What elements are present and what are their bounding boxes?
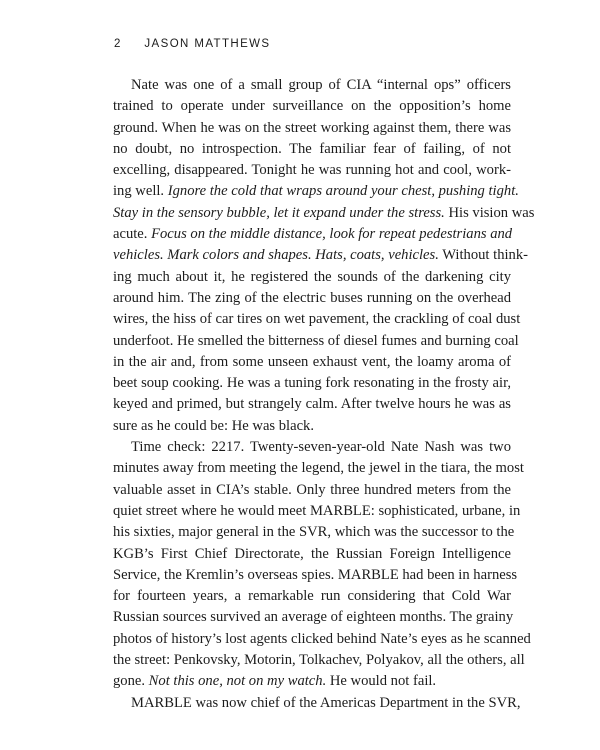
running-head <box>114 38 271 50</box>
text-run: keyed and primed, but strangely calm. After twelve hours he was as <box>113 396 511 413</box>
body-text <box>113 75 535 714</box>
text-line <box>113 650 525 671</box>
italic-text: vehicles. Mark colors and shapes. Hats, coats, vehicles. <box>113 247 439 264</box>
text-run: around him. The zing of the electric buses running on the overhead <box>113 289 511 306</box>
paragraph <box>113 437 531 693</box>
text-run: excelling, disappeared. Tonight he was running hot and cool, work- <box>113 162 511 179</box>
italic-text: Not this one, not on my watch. <box>148 673 327 690</box>
text-line <box>113 181 519 202</box>
text-line <box>113 160 511 181</box>
text-run: wires, the hiss of car tires on wet pavement, the crackling of coal dust <box>113 311 521 328</box>
text-line <box>113 139 511 160</box>
text-line <box>113 544 511 565</box>
text-run: beet soup cooking. He was a tuning fork resonating in the frosty air, <box>113 375 511 392</box>
text-run: minutes away from meeting the legend, the jewel in the tiara, the most <box>113 460 524 477</box>
italic-text: Ignore the cold that wraps around your chest, pushing tight. <box>167 183 519 200</box>
text-run: Time check: 2217. Twenty-seven-year-old Nate Nash was two <box>131 439 511 456</box>
author-name: JASON MATTHEWS <box>144 38 271 50</box>
text-line <box>113 671 511 692</box>
text-run: gone. <box>113 673 149 690</box>
text-run: photos of history’s lost agents clicked behind Nate’s eyes as he scanned <box>113 630 531 647</box>
text-run: Nate was one of a small group of CIA “internal ops” officers <box>131 77 511 93</box>
text-run: MARBLE was now chief of the Americas Department in the SVR, <box>131 694 521 711</box>
text-run: Russian sources survived an average of eighteen months. The grainy <box>113 609 514 626</box>
text-run: underfoot. He smelled the bitterness of diesel fumes and burning coal <box>113 332 519 349</box>
text-run: for fourteen years, a remarkable run considering that Cold War <box>113 588 511 605</box>
text-run: His vision was <box>444 204 535 221</box>
text-line <box>113 203 535 224</box>
text-line <box>113 309 521 330</box>
text-line <box>113 75 511 96</box>
page-number: 2 <box>114 38 122 50</box>
text-line <box>113 288 511 309</box>
text-run: Without think- <box>438 247 528 264</box>
text-line <box>113 118 511 139</box>
italic-text: Focus on the middle distance, look for repeat pedestrians and <box>151 226 513 243</box>
text-run: no doubt, no introspection. The familiar fear of failing, of not <box>113 140 511 157</box>
text-run: in the air and, from some unseen exhaust vent, the loamy aroma of <box>113 353 511 370</box>
text-line <box>113 96 511 117</box>
italic-text: Stay in the sensory bubble, let it expand under the stress. <box>113 204 445 221</box>
text-run: KGB’s First Chief Directorate, the Russian Foreign Intelligence <box>113 545 511 562</box>
text-run: sure as he could be: He was black. <box>113 417 314 434</box>
text-run: valuable asset in CIA’s stable. Only three hundred meters from the <box>113 481 511 498</box>
text-run: ing well. <box>113 183 168 200</box>
text-run: trained to operate under surveillance on the opposition’s home <box>113 98 511 115</box>
text-run: the street: Penkovsky, Motorin, Tolkachev, Polyakov, all the others, all <box>113 652 525 669</box>
text-line <box>113 480 511 501</box>
text-run: acute. <box>113 226 152 243</box>
text-line <box>113 586 511 607</box>
text-line <box>113 245 528 266</box>
text-run: He would not fail. <box>326 673 437 690</box>
text-line <box>113 522 515 543</box>
text-line <box>113 629 531 650</box>
text-line <box>113 267 511 288</box>
text-run: quiet street where he would meet MARBLE: sophisticated, urbane, in <box>113 502 521 519</box>
text-line <box>113 331 519 352</box>
text-line <box>113 352 511 373</box>
text-line <box>113 437 511 458</box>
text-run: his sixties, major general in the SVR, which was the successor to the <box>113 524 515 541</box>
text-line <box>113 224 511 245</box>
text-line <box>113 394 511 415</box>
text-line <box>113 416 511 437</box>
text-line <box>113 565 518 586</box>
paragraph <box>113 75 535 437</box>
text-run: Service, the Kremlin’s overseas spies. MARBLE had been in harness <box>113 566 518 583</box>
text-run: ground. When he was on the street working against them, there was <box>113 119 511 136</box>
text-line <box>113 501 521 522</box>
text-run: ing much about it, he registered the sounds of the darkening city <box>113 268 511 285</box>
text-line <box>113 458 524 479</box>
paragraph <box>113 693 521 714</box>
text-line <box>113 373 511 394</box>
text-line <box>113 693 521 714</box>
text-line <box>113 607 514 628</box>
